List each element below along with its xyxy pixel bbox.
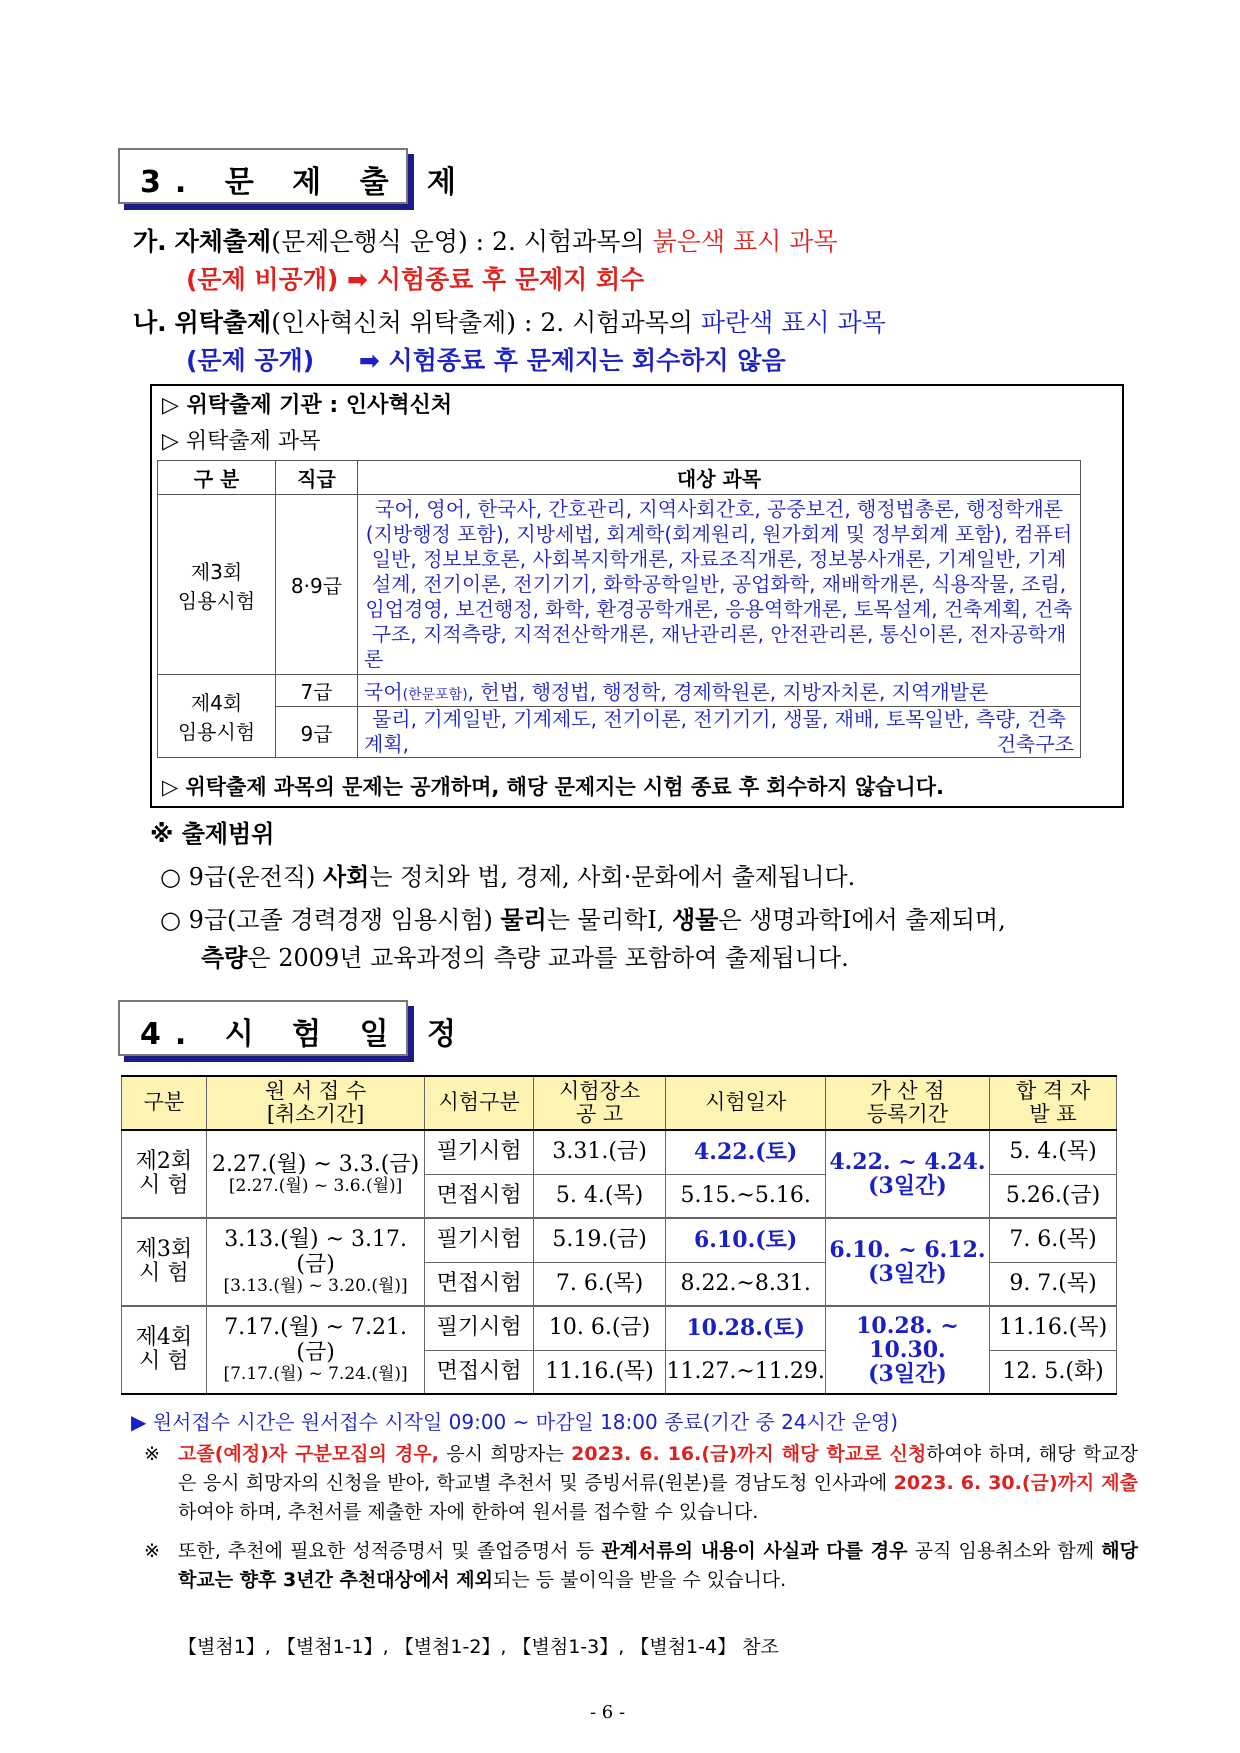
bonus-cell — [825, 1306, 989, 1394]
header-cell — [533, 1076, 666, 1130]
na-line1 — [133, 303, 886, 339]
scope-item3 — [201, 938, 849, 973]
subject-small: (한문포함) — [402, 687, 468, 703]
na-line2-text: 시험종료 후 문제지는 회수하지 않음 — [388, 346, 786, 375]
ga-line1 — [133, 222, 838, 258]
type-cell: 면접시험 — [425, 1262, 533, 1306]
subjects-cell: 물리, 기계일반, 기계제도, 전기이론, 전기기기, 생물, 재배, 토목일반, 측량, 건축계획, 건축구조 — [358, 707, 1081, 758]
round-cell — [122, 1306, 207, 1394]
subject-text: 국어 — [364, 680, 403, 704]
table-row — [122, 1218, 1117, 1262]
arrow-right-icon: ➡ — [358, 346, 380, 375]
bonus-period: 4.22. ~ 4.24. — [829, 1148, 986, 1175]
grade-cell: 8·9급 — [276, 495, 358, 675]
header-cell — [990, 1076, 1117, 1130]
scope-item1 — [160, 857, 855, 892]
note-text: 또한, 추천에 필요한 성적증명서 및 졸업증명서 등 — [178, 1540, 602, 1562]
round-name: 제3회 — [190, 559, 243, 584]
exam-date-cell: 4.22.(토) — [666, 1130, 825, 1174]
header-line: [취소기간] — [266, 1102, 365, 1126]
notice-cell: 7. 6.(목) — [533, 1262, 666, 1306]
section-4-title: 4. 시 험 일 정 — [140, 1017, 470, 1052]
bonus-days: (3일간) — [868, 1261, 947, 1287]
header-cell: 시험구분 — [425, 1076, 533, 1130]
type-cell: 필기시험 — [425, 1130, 533, 1174]
scope-text: 은 생명과학Ⅰ에서 출제되며, — [718, 906, 1006, 934]
header-cell: 대상 과목 — [358, 461, 1081, 495]
apply-period: 3.13.(월) ~ 3.17.(금) — [224, 1227, 407, 1277]
header-line: 등록기간 — [866, 1102, 949, 1126]
ga-line2 — [186, 260, 644, 296]
section-3-title: 3. 문 제 출 제 — [140, 165, 470, 200]
note-text: 공직 임용취소와 함께 — [907, 1540, 1102, 1562]
table-header-row — [158, 461, 1081, 495]
result-cell: 12. 5.(화) — [990, 1350, 1117, 1394]
ga-line2-text: 시험종료 후 문제지 회수 — [376, 265, 645, 294]
table-row — [122, 1306, 1117, 1350]
table-row — [158, 707, 1081, 758]
grade-cell: 9급 — [276, 707, 358, 758]
note-text: 되는 등 불이익을 받을 수 있습니다. — [493, 1569, 787, 1591]
notice-cell: 11.16.(목) — [533, 1350, 666, 1394]
bonus-days: (3일간) — [868, 1173, 947, 1199]
subjects-cell: 국어, 영어, 한국사, 간호관리, 지역사회간호, 공중보건, 행정법총론, 행정학개론(지방행정 포함), 지방세법, 회계학(회계원리, 원가회계 및 정부회계 포함), 컴퓨터일반, 정보보호론, 사회복지학개론, 자료조직개론, 정보봉사개론, 기계일반, 기계설계, 전기이론, 전기기기, 화학공학일반, 공업화학, 재배학개론, 식용작물, 조림, 임업경영, 보건행정, 화학, 환경공학개론, 응용역학개론, 토목설계, 건축계획, 건축구조, 지적측량, 지적전산학개론, 재난관리론, 안전관리론, 통신이론, 전자공학개론 — [358, 495, 1081, 675]
arrow-right-icon: ➡ — [347, 265, 368, 294]
header-line: 공 고 — [575, 1102, 624, 1126]
note-time: ▶ 원서접수 시간은 원서접수 시작일 09:00 ~ 마감일 18:00 종료(기간 중 24시간 운영) — [131, 1410, 899, 1434]
result-cell: 7. 6.(목) — [990, 1218, 1117, 1262]
round-name: 제3회 — [135, 1236, 193, 1262]
type-cell: 면접시험 — [425, 1350, 533, 1394]
round-sub: 임용시험 — [177, 588, 256, 613]
round-sub: 시 험 — [139, 1261, 189, 1286]
type-cell: 필기시험 — [425, 1218, 533, 1262]
note-text: 해당 학교는 향후 3년간 추천대상에서 제외 — [178, 1540, 1138, 1591]
subjects-table — [157, 460, 1081, 758]
note-text: 2023. 6. 16.(금)까지 해당 학교로 신청 — [571, 1443, 927, 1465]
header-cell: 직급 — [276, 461, 358, 495]
exam-date-cell: 8.22.~8.31. — [666, 1262, 825, 1306]
note-1 — [144, 1440, 1138, 1527]
scope-bold: 사회 — [322, 862, 370, 891]
grade-cell: 7급 — [276, 675, 358, 707]
schedule-header-row — [122, 1076, 1117, 1130]
scope-text: 는 정치와 법, 경제, 사회·문화에서 출제됩니다. — [369, 863, 856, 891]
result-cell: 11.16.(목) — [990, 1306, 1117, 1350]
round-sub: 시 험 — [139, 1349, 189, 1374]
header-line: 시험장소 — [559, 1078, 641, 1103]
note-text: 2023. 6. 30.(금)까지 제출 — [893, 1472, 1138, 1494]
note-text: 하여야 하며, 추천서를 제출한 자에 한하여 원서를 접수할 수 있습니다. — [178, 1501, 759, 1523]
scope-text: ○ 9급(고졸 경력경쟁 임용시험) — [160, 906, 501, 934]
cancel-period: [3.13.(월) ~ 3.20.(월)] — [223, 1275, 408, 1296]
scope-bold: 생물 — [671, 905, 719, 934]
header-cell: 구분 — [122, 1076, 207, 1130]
scope-item2 — [160, 900, 1006, 935]
note-mark: ※ — [144, 1443, 160, 1465]
apply-cell — [206, 1306, 425, 1394]
subjects-label: ▷ 위탁출제 과목 — [162, 429, 321, 454]
bonus-days: (3일간) — [868, 1361, 947, 1388]
round-cell — [158, 675, 276, 758]
note-text: 고졸(예정)자 구분모집의 경우, — [178, 1443, 439, 1465]
header-cell: 시험일자 — [666, 1076, 825, 1130]
notice-cell: 5. 4.(목) — [533, 1174, 666, 1218]
apply-period: 2.27.(월) ~ 3.3.(금) — [211, 1151, 420, 1177]
subject-text: , 헌법, 행정법, 행정학, 경제학원론, 지방자치론, 지역개발론 — [467, 680, 989, 704]
scope-title: ※ 출제범위 — [150, 820, 275, 848]
subjects-cell — [358, 675, 1081, 707]
apply-cell — [206, 1218, 425, 1306]
apply-cell — [206, 1130, 425, 1218]
notice-cell: 5.19.(금) — [533, 1218, 666, 1262]
schedule-table — [121, 1075, 1117, 1395]
notice-cell: 10. 6.(금) — [533, 1306, 666, 1350]
na-heading: 위탁출제 — [174, 308, 272, 337]
box-footer: ▷ 위탁출제 과목의 문제는 공개하며, 해당 문제지는 시험 종료 후 회수하지 않습니다. — [162, 775, 944, 799]
note-text: 관계서류의 내용이 사실과 다를 경우 — [601, 1540, 908, 1562]
na-marker: 나. — [133, 308, 167, 337]
cancel-period: [2.27.(월) ~ 3.6.(월)] — [228, 1175, 403, 1196]
page-number: - 6 - — [590, 1702, 626, 1723]
attachments-ref: 【별첨1】, 【별첨1-1】, 【별첨1-2】, 【별첨1-3】, 【별첨1-4】 참조 — [178, 1636, 779, 1658]
header-line: 가 산 점 — [870, 1078, 945, 1103]
ga-colored: 붉은색 표시 과목 — [652, 227, 838, 256]
ga-line2-paren: (문제 비공개) — [186, 265, 339, 294]
exam-date-cell: 10.28.(토) — [666, 1306, 825, 1350]
header-cell: 구 분 — [158, 461, 276, 495]
round-sub: 임용시험 — [177, 720, 256, 744]
ga-desc: (문제은행식 운영) : 2. 시험과목의 — [271, 227, 645, 256]
notice-cell: 3.31.(금) — [533, 1130, 666, 1174]
na-desc: (인사혁신처 위탁출제) : 2. 시험과목의 — [271, 308, 693, 337]
result-cell: 5. 4.(목) — [990, 1130, 1117, 1174]
round-name: 제4회 — [135, 1324, 193, 1350]
header-cell — [206, 1076, 425, 1130]
scope-text: 은 2009년 교육과정의 측량 교과를 포함하여 출제됩니다. — [247, 944, 849, 972]
table-row — [158, 675, 1081, 707]
apply-period: 7.17.(월) ~ 7.21.(금) — [224, 1315, 407, 1365]
round-cell — [158, 495, 276, 675]
ga-marker: 가. — [133, 227, 167, 256]
note-mark: ※ — [144, 1540, 160, 1562]
table-row — [158, 495, 1081, 675]
note-text: 하여야 하며, 해당 학교장은 응시 희망자의 신청을 받아, 학교별 추천서 및 증빙서류(원본)를 경남도청 인사과에 — [178, 1443, 1138, 1494]
bonus-period: 6.10. ~ 6.12. — [829, 1236, 986, 1263]
scope-bold: 측량 — [201, 943, 248, 972]
cancel-period: [7.17.(월) ~ 7.24.(월)] — [223, 1363, 408, 1384]
round-name: 제2회 — [135, 1148, 193, 1174]
note-text: 응시 희망자는 — [438, 1443, 572, 1465]
note-2 — [144, 1537, 1138, 1595]
type-cell: 필기시험 — [425, 1306, 533, 1350]
round-name: 제4회 — [190, 691, 243, 715]
bonus-period: 10.28. ~ 10.30. — [856, 1312, 959, 1363]
na-line2-paren: (문제 공개) — [186, 346, 315, 375]
exam-date-cell: 5.15.~5.16. — [666, 1174, 825, 1218]
result-cell: 5.26.(금) — [990, 1174, 1117, 1218]
na-line2 — [186, 341, 786, 377]
round-cell — [122, 1130, 207, 1218]
section-3-header — [118, 148, 470, 204]
result-cell: 9. 7.(목) — [990, 1262, 1117, 1306]
round-cell — [122, 1218, 207, 1306]
section-4-header — [118, 1000, 470, 1056]
exam-date-cell: 6.10.(토) — [666, 1218, 825, 1262]
type-cell: 면접시험 — [425, 1174, 533, 1218]
scope-text: ○ 9급(운전직) — [160, 863, 323, 891]
header-line: 원 서 접 수 — [265, 1078, 367, 1103]
scope-text: 는 물리학Ⅰ, — [546, 906, 672, 934]
bonus-cell — [825, 1130, 989, 1218]
round-sub: 시 험 — [139, 1173, 189, 1198]
scope-bold: 물리 — [500, 905, 547, 934]
na-colored: 파란색 표시 과목 — [700, 308, 886, 337]
exam-date-cell: 11.27.~11.29. — [666, 1350, 825, 1394]
table-row — [122, 1130, 1117, 1174]
header-line: 발 표 — [1029, 1102, 1077, 1126]
ga-heading: 자체출제 — [174, 227, 272, 256]
outsourced-exam-box — [150, 384, 1124, 808]
bonus-cell — [825, 1218, 989, 1306]
agency-line: ▷ 위탁출제 기관 : 인사혁신처 — [162, 393, 453, 418]
header-cell — [825, 1076, 989, 1130]
header-line: 합 격 자 — [1015, 1078, 1091, 1103]
